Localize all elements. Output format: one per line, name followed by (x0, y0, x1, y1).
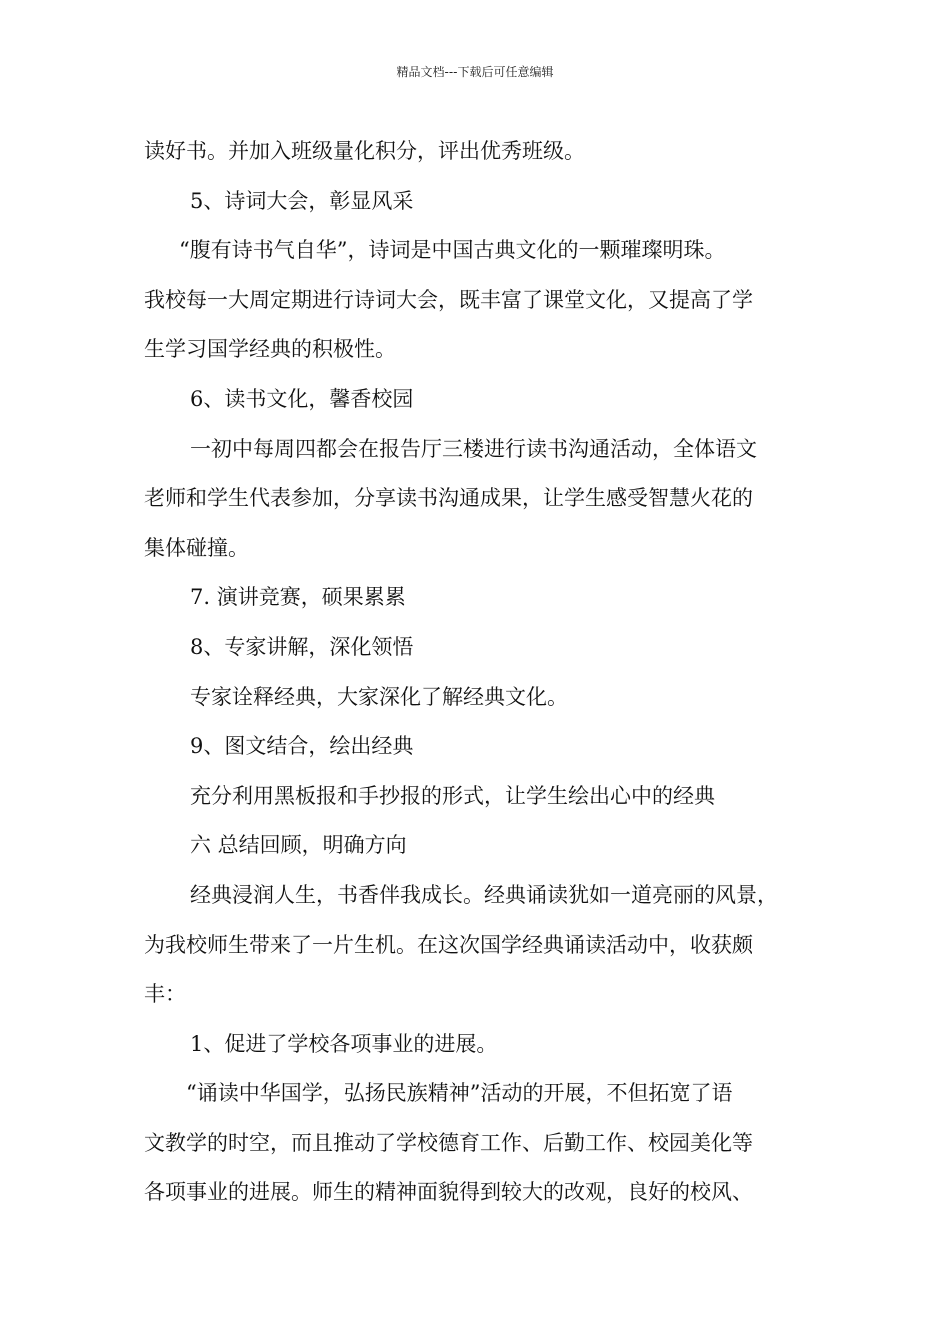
section-heading: 7. 演讲竞赛，硕果累累 (190, 585, 406, 610)
paragraph-line: 读好书。并加入班级量化积分，评出优秀班级。 (144, 139, 585, 163)
document-body (144, 127, 814, 1218)
paragraph-line: 生学习国学经典的积极性。 (144, 337, 396, 362)
paragraph-line: 文教学的时空，而且推动了学校德育工作、后勤工作、校园美化等 (144, 1130, 753, 1155)
page-header: 精品文档---下载后可任意编辑 (396, 65, 554, 79)
paragraph-line: 集体碰撞。 (144, 535, 249, 560)
paragraph-line: “腹有诗书气自华”，诗词是中国古典文化的一颗璀璨明珠。 (179, 238, 726, 263)
paragraph-line: 充分利用黑板报和手抄报的形式，让学生绘出心中的经典 (190, 783, 715, 808)
paragraph-line: “诵读中华国学，弘扬民族精神”活动的开展，不但拓宽了语 (186, 1081, 733, 1106)
paragraph-line: 专家诠释经典，大家深化了解经典文化。 (190, 684, 568, 709)
section-heading: 9、图文结合，绘出经典 (190, 734, 414, 759)
paragraph-line: 经典浸润人生，书香伴我成长。经典诵读犹如一道亮丽的风景， (190, 882, 778, 907)
paragraph-line: 我校每一大周定期进行诗词大会，既丰富了课堂文化，又提高了学 (144, 287, 753, 312)
section-heading: 1、促进了学校各项事业的进展。 (190, 1031, 498, 1056)
paragraph-line: 丰： (144, 982, 186, 1007)
section-heading: 六 总结回顾，明确方向 (190, 833, 407, 858)
paragraph-line: 老师和学生代表参加，分享读书沟通成果，让学生感受智慧火花的 (144, 486, 753, 511)
section-heading: 8、专家讲解，深化领悟 (190, 634, 414, 659)
section-heading: 5、诗词大会，彰显风采 (190, 188, 414, 213)
section-heading: 6、读书文化，馨香校园 (190, 386, 414, 411)
paragraph-line: 为我校师生带来了一片生机。在这次国学经典诵读活动中，收获颇 (144, 932, 753, 957)
paragraph-line: 一初中每周四都会在报告厅三楼进行读书沟通活动，全体语文 (190, 436, 757, 461)
paragraph-line: 各项事业的进展。师生的精神面貌得到较大的改观，良好的校风、 (144, 1180, 753, 1205)
